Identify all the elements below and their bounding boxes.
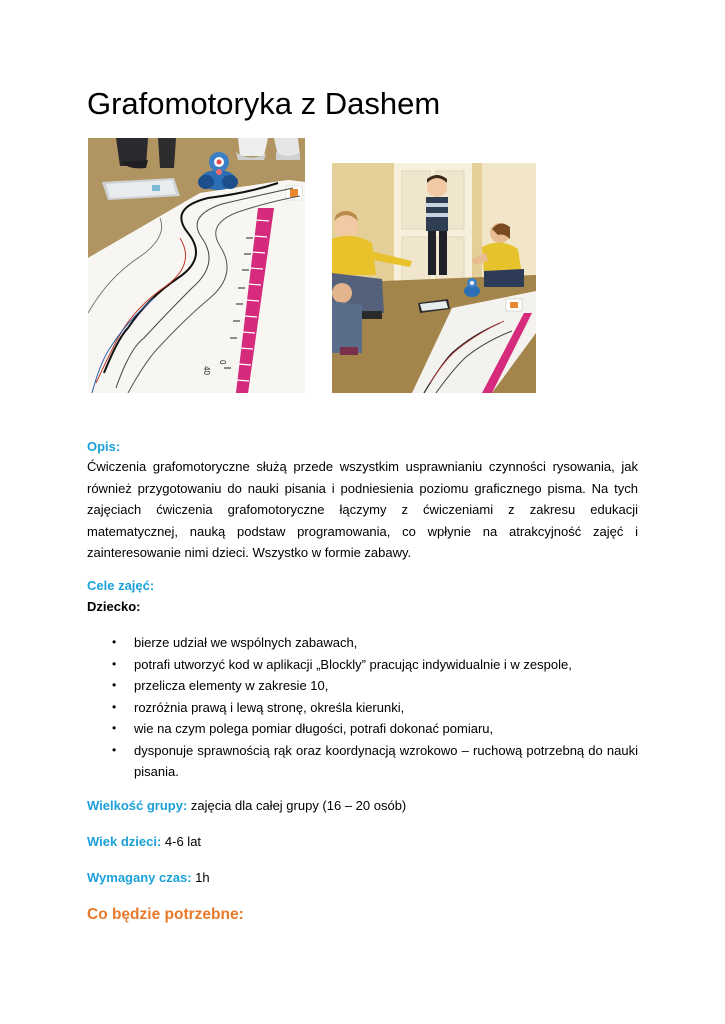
list-item xyxy=(87,740,638,783)
list-item-text: bierze udział we wspólnych zabawach, xyxy=(134,635,358,650)
time-line xyxy=(87,869,210,887)
bullet-icon: • xyxy=(112,656,117,671)
age-value: 4-6 lat xyxy=(161,834,202,849)
age-label: Wiek dzieci: xyxy=(87,834,162,849)
list-item-text: potrafi utworzyć kod w aplikacji „Blockly” pracując indywidualnie i w zespole, xyxy=(134,656,572,672)
bullet-icon: • xyxy=(112,678,117,692)
list-item-text: wie na czym polega pomiar długości, potrafi dokonać pomiaru, xyxy=(134,721,494,736)
age-line xyxy=(87,833,201,851)
list-item xyxy=(87,718,638,740)
needed-heading: Co będzie potrzebne: xyxy=(87,906,244,923)
list-item xyxy=(87,632,638,654)
opis-label: Opis: xyxy=(87,439,121,454)
list-item-text: przelicza elementy w zakresie 10, xyxy=(134,678,329,693)
time-value: 1h xyxy=(191,870,210,885)
photo-dash-robot-on-paper-track xyxy=(88,138,305,393)
group-size-line xyxy=(87,797,406,815)
photo-children-with-teacher xyxy=(332,163,536,393)
bullet-icon: • xyxy=(112,742,117,757)
time-label: Wymagany czas: xyxy=(87,870,192,885)
cele-list xyxy=(87,632,638,783)
bullet-icon: • xyxy=(112,699,117,714)
list-item xyxy=(87,654,638,676)
dziecko-label: Dziecko: xyxy=(87,599,141,614)
list-item-text: dysponuje sprawnością rąk oraz koordynacją wzrokowo – ruchową potrzebną do nauki pisania. xyxy=(134,742,638,779)
opis-text: Ćwiczenia grafomotoryczne służą przede wszystkim usprawnianiu czynności rysowania, jak również przygotowaniu do nauki pisania i podniesienia poziomu graficznego pisma. Na tych zajęciach ćwiczenia grafomotoryczne łączymy z ćwiczeniami z zakresu edukacji matematycznej, nauką podstaw programowania, co wpłynie na atrakcyjność zajęć i zainteresowanie nimi dzieci. Wszystko w formie zabawy. xyxy=(87,459,638,560)
bullet-icon: • xyxy=(112,721,117,735)
group-size-value: zajęcia dla całej grupy (16 – 20 osób) xyxy=(187,798,407,813)
cele-label: Cele zajęć: xyxy=(87,578,155,593)
ruler-number-40: 40 xyxy=(202,366,211,375)
list-item-text: rozróżnia prawą i lewą stronę, określa kierunki, xyxy=(134,699,405,715)
bullet-icon: • xyxy=(112,635,117,649)
ruler-number-0: 0 xyxy=(218,360,227,365)
list-item xyxy=(87,675,638,697)
page-title: Grafomotoryka z Dashem xyxy=(87,86,441,121)
group-size-label: Wielkość grupy: xyxy=(87,798,188,813)
list-item xyxy=(87,697,638,719)
